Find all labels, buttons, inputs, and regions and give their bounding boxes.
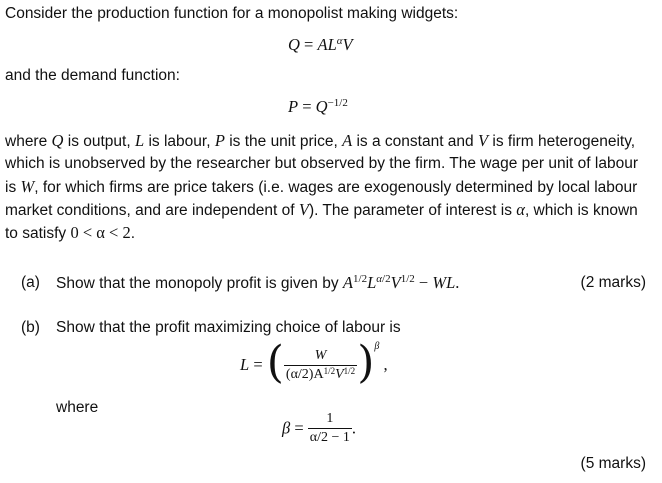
beta-equation: β = $\frac{1}{\alpha/2 - 1}$ . bbox=[282, 411, 357, 445]
beta-numerator: 1 bbox=[326, 411, 334, 426]
where-text: where bbox=[56, 399, 99, 416]
paragraph-line-3: is W, for which firms are price takers (i.e. wages are exogenously determined by local labour bbox=[5, 177, 638, 196]
demand-intro: and the demand function: bbox=[5, 67, 180, 84]
production-equation: $Q = AL^\alpha V$ bbox=[288, 35, 353, 54]
part-a-label: (a) bbox=[21, 274, 40, 291]
labour-equation: L = ( $\frac{W}{(\alpha/2)A^{1/2}V^{1/2}}$ )$^\beta$ , bbox=[240, 337, 388, 388]
demand-equation: $P = Q^{-1/2}$ bbox=[288, 97, 348, 116]
part-b-question: Show that the profit maximizing choice of labour is bbox=[56, 319, 401, 336]
labour-denominator: $(\alpha/2)A^{1/2}V^{1/2}$ bbox=[285, 365, 356, 382]
intro-text: Consider the production function for a monopolist making widgets: bbox=[5, 5, 459, 22]
part-a-marks: (2 marks) bbox=[580, 274, 646, 291]
profit-expression: $A^{1/2}L^{\alpha/2}V^{1/2}$ − WL. bbox=[342, 273, 460, 292]
beta-denominator: α/2 − 1 bbox=[309, 430, 350, 445]
paragraph-line-4: market conditions, and are independent of V). The parameter of interest is α, which is known bbox=[5, 200, 638, 219]
labour-numerator: W bbox=[314, 347, 327, 363]
part-a-question: Show that the monopoly profit is given by $A^{1/2}L^{\alpha/2}V^{1/2}$ − WL. bbox=[56, 273, 460, 292]
part-b-label: (b) bbox=[21, 319, 40, 336]
part-b-marks: (5 marks) bbox=[580, 455, 646, 472]
paragraph-line-1: where Q is output, L is labour, P is the unit price, A is a constant and V is firm heterogeneity, bbox=[5, 131, 636, 150]
paragraph-line-2: which is unobserved by the researcher but observed by the firm. The wage per unit of labour bbox=[5, 155, 638, 172]
paragraph-line-5: to satisfy 0 < α < 2. bbox=[5, 223, 136, 242]
